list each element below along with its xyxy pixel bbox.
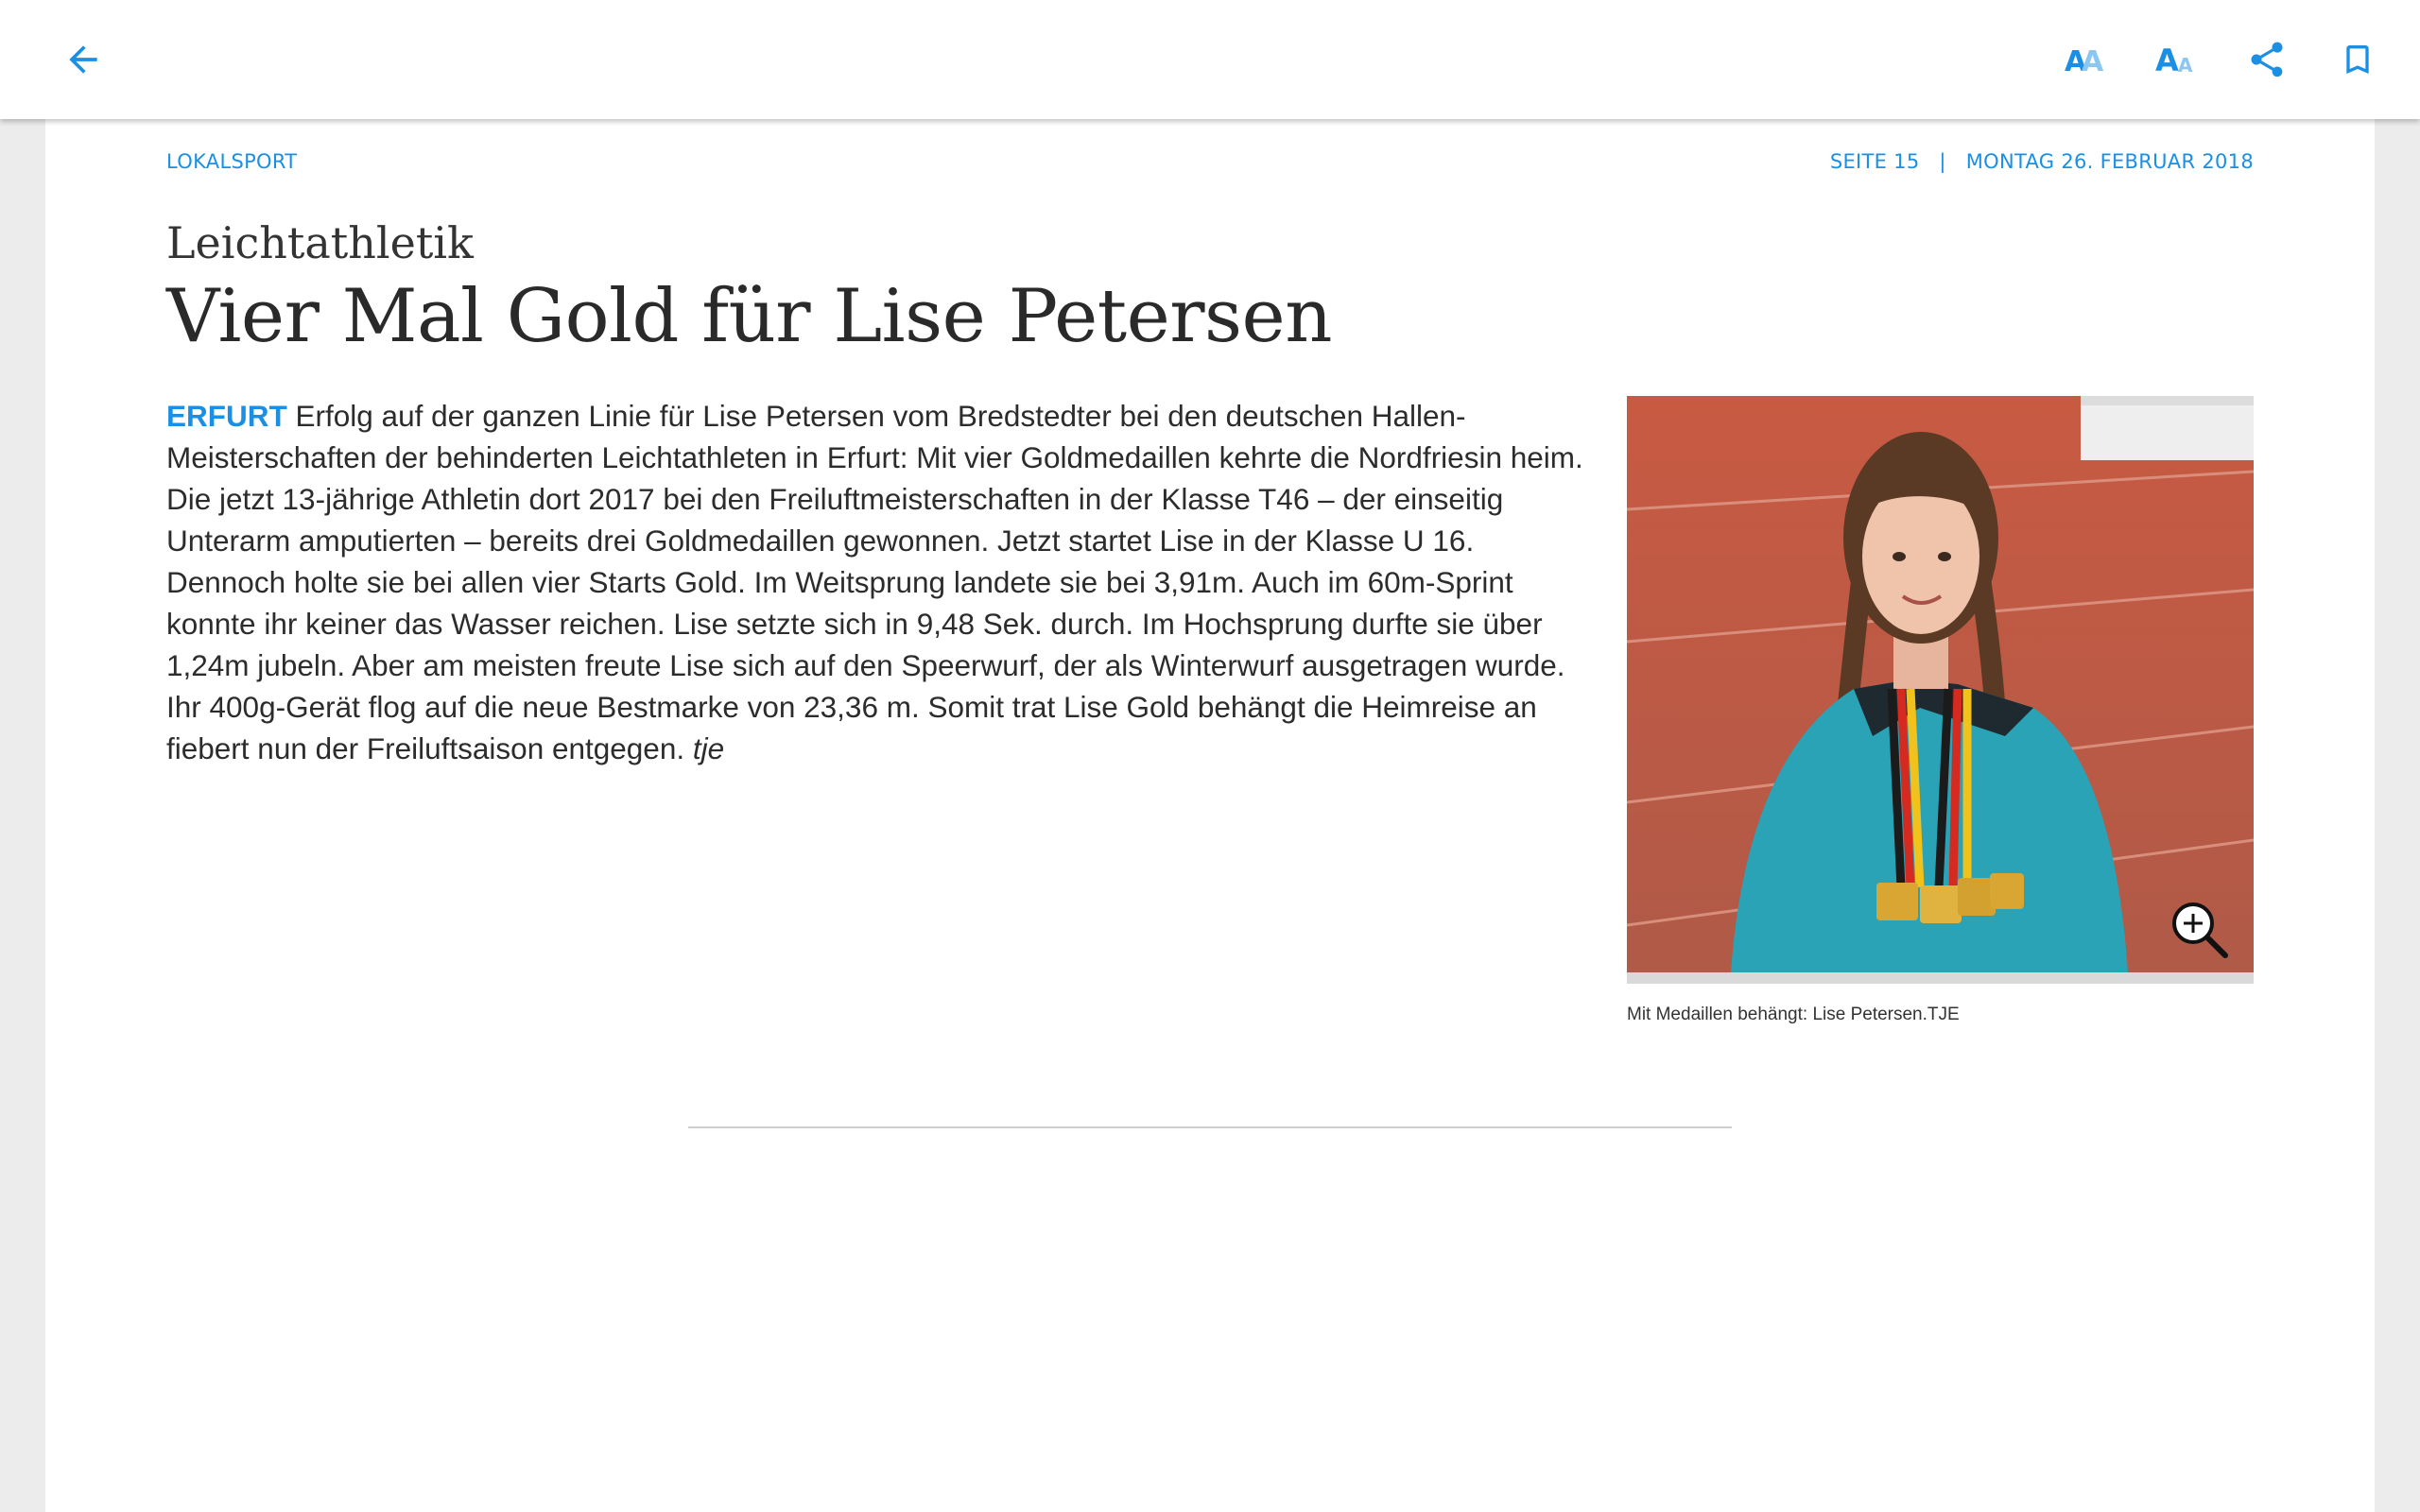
- image-footer-bar: [1627, 972, 2254, 984]
- svg-text:A: A: [2178, 54, 2193, 77]
- page-and-date: SEITE 15 | MONTAG 26. FEBRUAR 2018: [1829, 150, 2254, 173]
- zoom-button[interactable]: [2167, 897, 2233, 963]
- article-kicker: Leichtathletik: [166, 217, 474, 268]
- top-toolbar: [0, 0, 2420, 119]
- font-size-decrease-button[interactable]: [2051, 26, 2119, 94]
- article-headline: Vier Mal Gold für Lise Petersen: [166, 274, 1332, 359]
- share-icon: [2246, 39, 2288, 80]
- athlete-photo[interactable]: [1627, 396, 2254, 972]
- author-initials: tje: [692, 731, 725, 765]
- bookmark-button[interactable]: [2324, 26, 2392, 94]
- photo-illustration: [1627, 396, 2254, 972]
- svg-text:A: A: [2155, 43, 2179, 78]
- bookmark-icon: [2339, 39, 2377, 80]
- font-size-increase-button[interactable]: [2142, 26, 2210, 94]
- article-end-divider: [688, 1126, 1732, 1128]
- dateline: ERFURT: [166, 399, 287, 433]
- article-body: [166, 395, 1584, 769]
- text-size-increase-icon: [2153, 41, 2199, 78]
- section-label: LOKALSPORT: [166, 150, 298, 173]
- image-caption: Mit Medaillen behängt: Lise Petersen.TJE: [1627, 1005, 1960, 1024]
- article-meta: [166, 150, 2254, 179]
- svg-text:A: A: [2082, 45, 2104, 78]
- zoom-in-icon: [2167, 897, 2233, 963]
- body-text: Erfolg auf der ganzen Linie für Lise Petersen vom Bredstedter bei den deutschen Hallen-Meisterschaften der behinderten Leichtathleten in Erfurt: Mit vier Goldmedaillen kehrte die Nordfriesin heim. Die jetzt 13-jährige Athletin dort 2017 bei den Freiluftmeisterschaften in der Klasse T46 – der einseitig Unterarm amputierten – bereits drei Goldmedaillen gewonnen. Jetzt startet Lise in der Klasse U 16. Dennoch holte sie bei allen vier Starts Gold. Im Weitsprung landete sie bei 3,91m. Auch im 60m-Sprint konnte ihr keiner das Wasser reichen. Lise setzte sich in 9,48 Sek. durch. Im Hochsprung durfte sie über 1,24m jubeln. Aber am meisten freute Lise sich auf den Speerwurf, der als Winterwurf ausgetragen wurde. Ihr 400g-Gerät flog auf die neue Bestmarke von 23,36 m. Somit trat Lise Gold behängt die Heimreise an fiebert nun der Freiluftsaison entgegen.: [166, 399, 1583, 765]
- text-size-decrease-icon: [2063, 41, 2108, 78]
- arrow-left-icon: [62, 39, 104, 80]
- share-button[interactable]: [2233, 26, 2301, 94]
- back-button[interactable]: [49, 26, 117, 94]
- article-image[interactable]: [1627, 396, 2254, 984]
- svg-text:A: A: [2065, 45, 2087, 78]
